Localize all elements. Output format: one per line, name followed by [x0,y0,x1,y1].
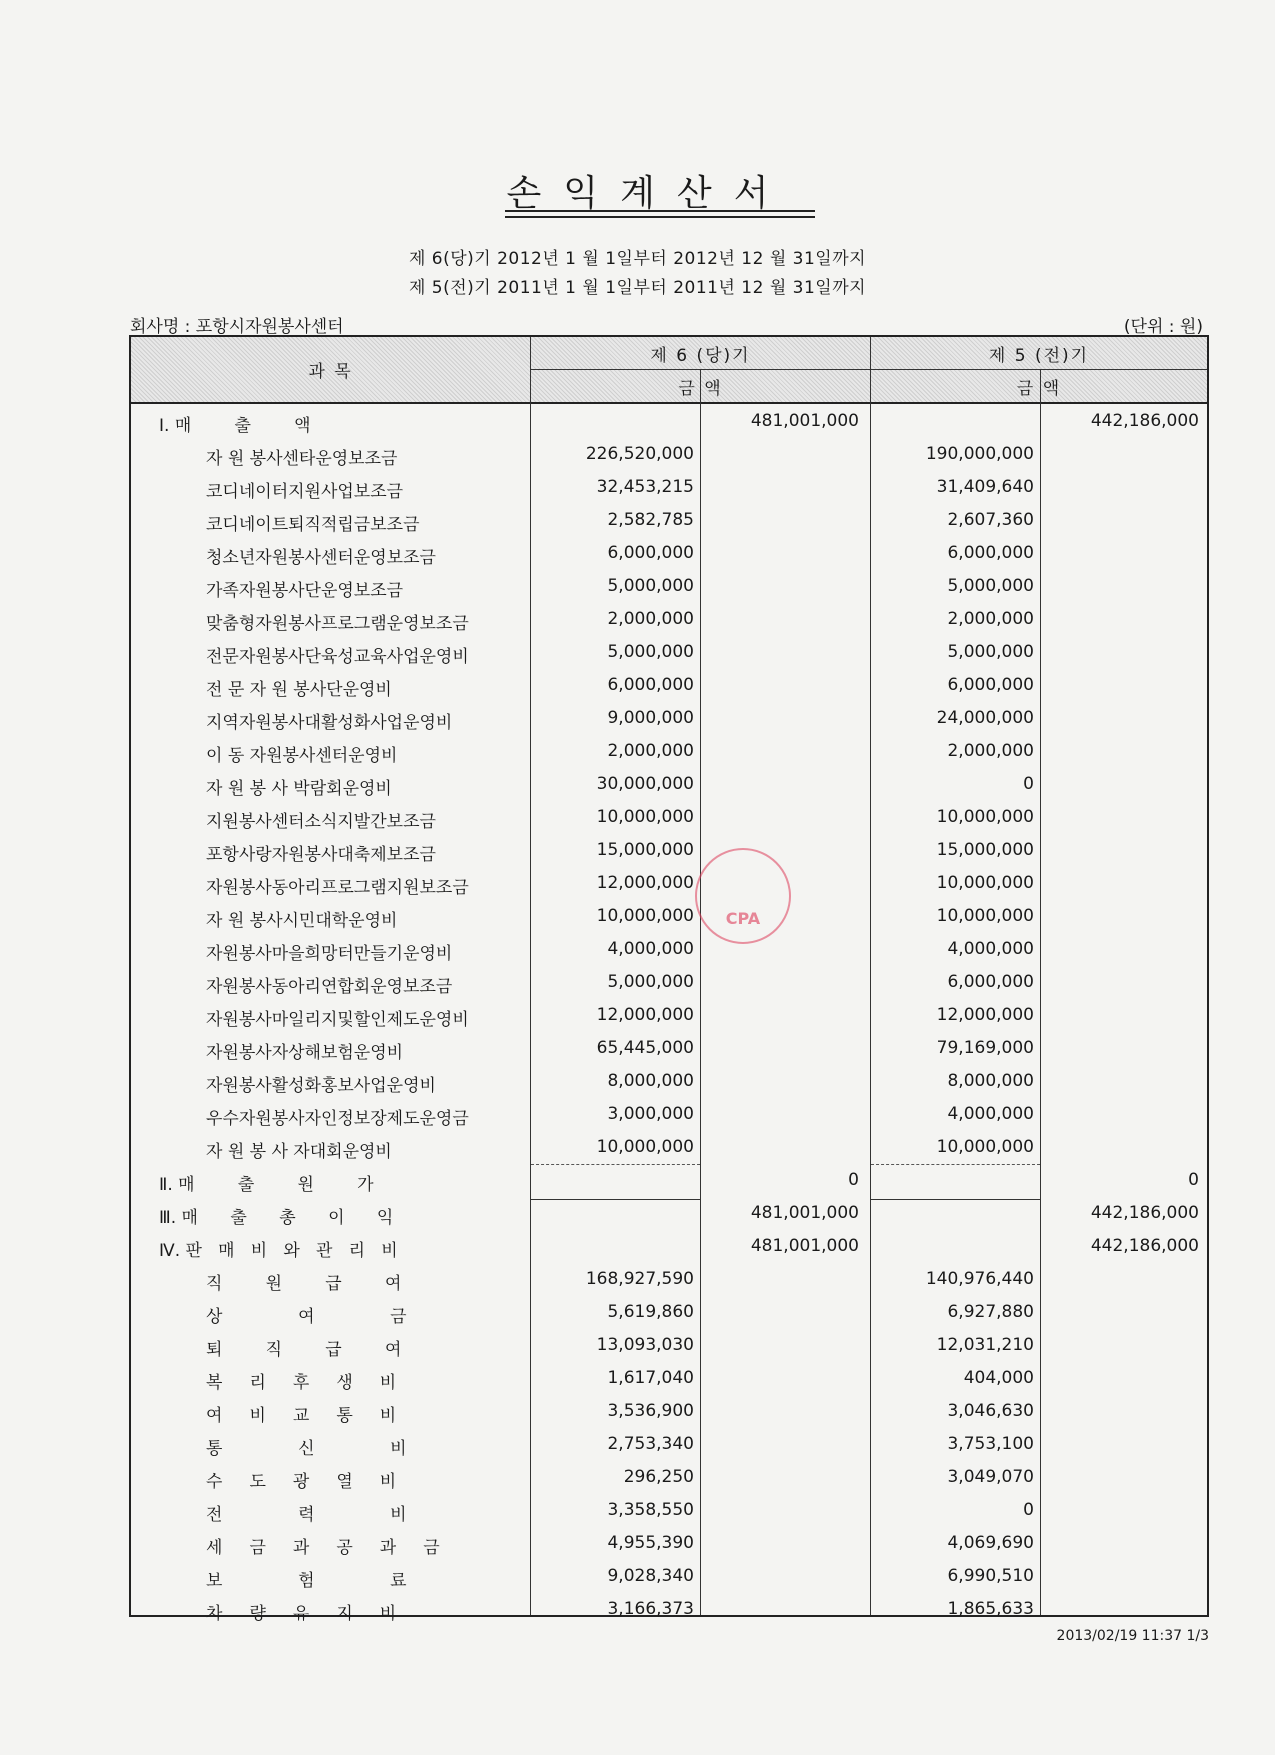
row-label: 포항사랑자원봉사대축제보조금 [206,845,436,865]
line-item-row [131,768,1207,801]
previous-amount: 5,000,000 [947,576,1034,596]
current-amount: 10,000,000 [596,906,694,926]
subtotal-rule [531,1199,700,1200]
line-item-row [131,735,1207,768]
current-amount: 3,358,550 [607,1500,694,1520]
line-item-row [131,537,1207,570]
previous-amount: 79,169,000 [936,1038,1034,1058]
row-label: Ⅲ. 매 출 총 이 익 [159,1208,394,1228]
row-label: 자원봉사마을희망터만들기운영비 [206,944,453,964]
previous-total: 442,186,000 [1090,411,1199,431]
subtotal-rule [871,1164,1040,1165]
header-current-amount: 금 액 [531,370,870,402]
current-amount: 3,000,000 [607,1104,694,1124]
previous-amount: 3,046,630 [947,1401,1034,1421]
previous-amount: 6,990,510 [947,1566,1034,1586]
line-item-row [131,1428,1207,1461]
row-label: 지역자원봉사대활성화사업운영비 [206,713,453,733]
previous-amount: 140,976,440 [925,1269,1034,1289]
previous-amount: 3,049,070 [947,1467,1034,1487]
subtotal-rule [871,1199,1040,1200]
previous-amount: 2,607,360 [947,510,1034,530]
current-amount: 10,000,000 [596,1137,694,1157]
previous-amount: 15,000,000 [936,840,1034,860]
current-amount: 2,753,340 [607,1434,694,1454]
current-amount: 12,000,000 [596,873,694,893]
current-amount: 12,000,000 [596,1005,694,1025]
header-current-period: 제 6 (당)기 [531,337,870,369]
period-previous: 제 5(전)기 2011년 1 월 1일부터 2011년 12 월 31일까지 [408,278,867,298]
row-label: 자원봉사동아리연합회운영보조금 [206,977,453,997]
current-amount: 65,445,000 [596,1038,694,1058]
line-item-row [131,1131,1207,1164]
line-item-row [131,1461,1207,1494]
current-total: 481,001,000 [750,411,859,431]
row-label: 코디네이터지원사업보조금 [206,482,404,502]
print-timestamp: 2013/02/19 11:37 1/3 [1056,1628,1209,1644]
row-label: Ⅰ. 매 출 액 [159,416,311,436]
row-label: 자원봉사동아리프로그램지원보조금 [206,878,469,898]
row-label: 가족자원봉사단운영보조금 [206,581,404,601]
row-label: 맞춤형자원봉사프로그램운영보조금 [206,614,469,634]
current-amount: 5,000,000 [607,972,694,992]
row-label: 자 원 봉 사 박람회운영비 [206,779,392,799]
current-amount: 9,028,340 [607,1566,694,1586]
current-total: 481,001,000 [750,1203,859,1223]
current-amount: 3,536,900 [607,1401,694,1421]
income-statement-table [129,335,1209,1624]
header-bottom-rule [131,402,1207,404]
current-amount: 9,000,000 [607,708,694,728]
line-item-row [131,834,1207,867]
previous-total: 0 [1188,1170,1199,1190]
current-amount: 168,927,590 [585,1269,694,1289]
current-amount: 5,000,000 [607,576,694,596]
unit-label: (단위 : 원) [1123,317,1203,337]
line-item-row [131,801,1207,834]
row-label: 자 원 봉사센타운영보조금 [206,449,398,469]
row-label: 차 량 유 지 비 [206,1604,397,1624]
title-underline [505,210,815,212]
previous-amount: 10,000,000 [936,873,1034,893]
previous-amount: 5,000,000 [947,642,1034,662]
line-item-row [131,702,1207,735]
subtotal-rule [531,1164,700,1165]
current-amount: 296,250 [623,1467,694,1487]
previous-amount: 8,000,000 [947,1071,1034,1091]
current-amount: 5,619,860 [607,1302,694,1322]
line-item-row [131,1065,1207,1098]
previous-amount: 0 [1023,1500,1034,1520]
section-row [131,405,1207,438]
line-item-row [131,900,1207,933]
previous-amount: 6,927,880 [947,1302,1034,1322]
previous-amount: 31,409,640 [936,477,1034,497]
current-amount: 13,093,030 [596,1335,694,1355]
current-amount: 32,453,215 [596,477,694,497]
section-row [131,1164,1207,1197]
cpa-stamp: CPA [695,848,791,944]
current-amount: 10,000,000 [596,807,694,827]
line-item-row [131,966,1207,999]
current-amount: 2,582,785 [607,510,694,530]
section-row [131,1230,1207,1263]
row-label: 수 도 광 열 비 [206,1472,397,1492]
line-item-row [131,471,1207,504]
row-label: 복 리 후 생 비 [206,1373,397,1393]
previous-amount: 0 [1023,774,1034,794]
line-item-row [131,1098,1207,1131]
header-subject: 과 목 [131,337,530,402]
previous-amount: 4,000,000 [947,1104,1034,1124]
line-item-row [131,933,1207,966]
previous-amount: 190,000,000 [925,444,1034,464]
previous-amount: 4,069,690 [947,1533,1034,1553]
row-label: 직 원 급 여 [206,1274,402,1294]
row-label: 자원봉사마일리지및할인제도운영비 [206,1010,469,1030]
previous-amount: 10,000,000 [936,906,1034,926]
current-amount: 30,000,000 [596,774,694,794]
row-label: 자원봉사자상해보험운영비 [206,1043,404,1063]
previous-amount: 6,000,000 [947,972,1034,992]
previous-amount: 2,000,000 [947,609,1034,629]
previous-amount: 12,000,000 [936,1005,1034,1025]
line-item-row [131,504,1207,537]
line-item-row [131,999,1207,1032]
current-amount: 4,000,000 [607,939,694,959]
row-label: 보 험 료 [206,1571,407,1591]
current-amount: 4,955,390 [607,1533,694,1553]
previous-amount: 12,031,210 [936,1335,1034,1355]
row-label: 통 신 비 [206,1439,407,1459]
line-item-row [131,867,1207,900]
row-label: 자 원 봉 사 자대회운영비 [206,1142,392,1162]
previous-amount: 4,000,000 [947,939,1034,959]
line-item-row [131,603,1207,636]
row-label: 전 력 비 [206,1505,407,1525]
line-item-row [131,1560,1207,1593]
row-label: 우수자원봉사자인정보장제도운영금 [206,1109,469,1129]
previous-amount: 1,865,633 [947,1599,1034,1619]
row-label: 상 여 금 [206,1307,407,1327]
line-item-row [131,636,1207,669]
row-label: Ⅳ. 판 매 비 와 관 리 비 [159,1241,398,1261]
title-underline-2 [505,216,815,218]
row-label: 이 동 자원봉사센터운영비 [206,746,398,766]
period-current: 제 6(당)기 2012년 1 월 1일부터 2012년 12 월 31일까지 [408,249,867,269]
header-divider [531,369,1207,370]
previous-amount: 6,000,000 [947,543,1034,563]
line-item-row [131,1329,1207,1362]
header-previous-period: 제 5 (전)기 [871,337,1207,369]
current-amount: 226,520,000 [585,444,694,464]
row-label: Ⅱ. 매 출 원 가 [159,1175,374,1195]
line-item-row [131,1362,1207,1395]
current-amount: 2,000,000 [607,609,694,629]
row-label: 전 문 자 원 봉사단운영비 [206,680,392,700]
section-row [131,1197,1207,1230]
row-label: 여 비 교 통 비 [206,1406,397,1426]
previous-amount: 404,000 [963,1368,1034,1388]
current-total: 0 [848,1170,859,1190]
previous-amount: 2,000,000 [947,741,1034,761]
line-item-row [131,1032,1207,1065]
current-amount: 15,000,000 [596,840,694,860]
current-amount: 2,000,000 [607,741,694,761]
document-title: 손익계산서 [506,173,791,214]
current-amount: 6,000,000 [607,675,694,695]
previous-amount: 3,753,100 [947,1434,1034,1454]
current-amount: 5,000,000 [607,642,694,662]
previous-total: 442,186,000 [1090,1203,1199,1223]
line-item-row [131,1263,1207,1296]
line-item-row [131,669,1207,702]
current-amount: 8,000,000 [607,1071,694,1091]
previous-amount: 10,000,000 [936,807,1034,827]
previous-amount: 6,000,000 [947,675,1034,695]
previous-amount: 24,000,000 [936,708,1034,728]
row-label: 지원봉사센터소식지발간보조금 [206,812,436,832]
current-total: 481,001,000 [750,1236,859,1256]
line-item-row [131,438,1207,471]
row-label: 퇴 직 급 여 [206,1340,402,1360]
current-amount: 6,000,000 [607,543,694,563]
row-label: 청소년자원봉사센터운영보조금 [206,548,436,568]
line-item-row [131,1296,1207,1329]
line-item-row [131,570,1207,603]
line-item-row [131,1494,1207,1527]
row-label: 전문자원봉사단육성교육사업운영비 [206,647,469,667]
company-name: 회사명 : 포항시자원봉사센터 [130,317,344,337]
previous-amount: 10,000,000 [936,1137,1034,1157]
current-amount: 1,617,040 [607,1368,694,1388]
line-item-row [131,1527,1207,1560]
row-label: 자원봉사활성화홍보사업운영비 [206,1076,436,1096]
row-label: 세 금 과 공 과 금 [206,1538,440,1558]
line-item-row [131,1593,1207,1626]
previous-total: 442,186,000 [1090,1236,1199,1256]
header-previous-amount: 금 액 [871,370,1207,402]
row-label: 코디네이트퇴직적립금보조금 [206,515,420,535]
line-item-row [131,1395,1207,1428]
row-label: 자 원 봉사시민대학운영비 [206,911,398,931]
current-amount: 3,166,373 [607,1599,694,1619]
